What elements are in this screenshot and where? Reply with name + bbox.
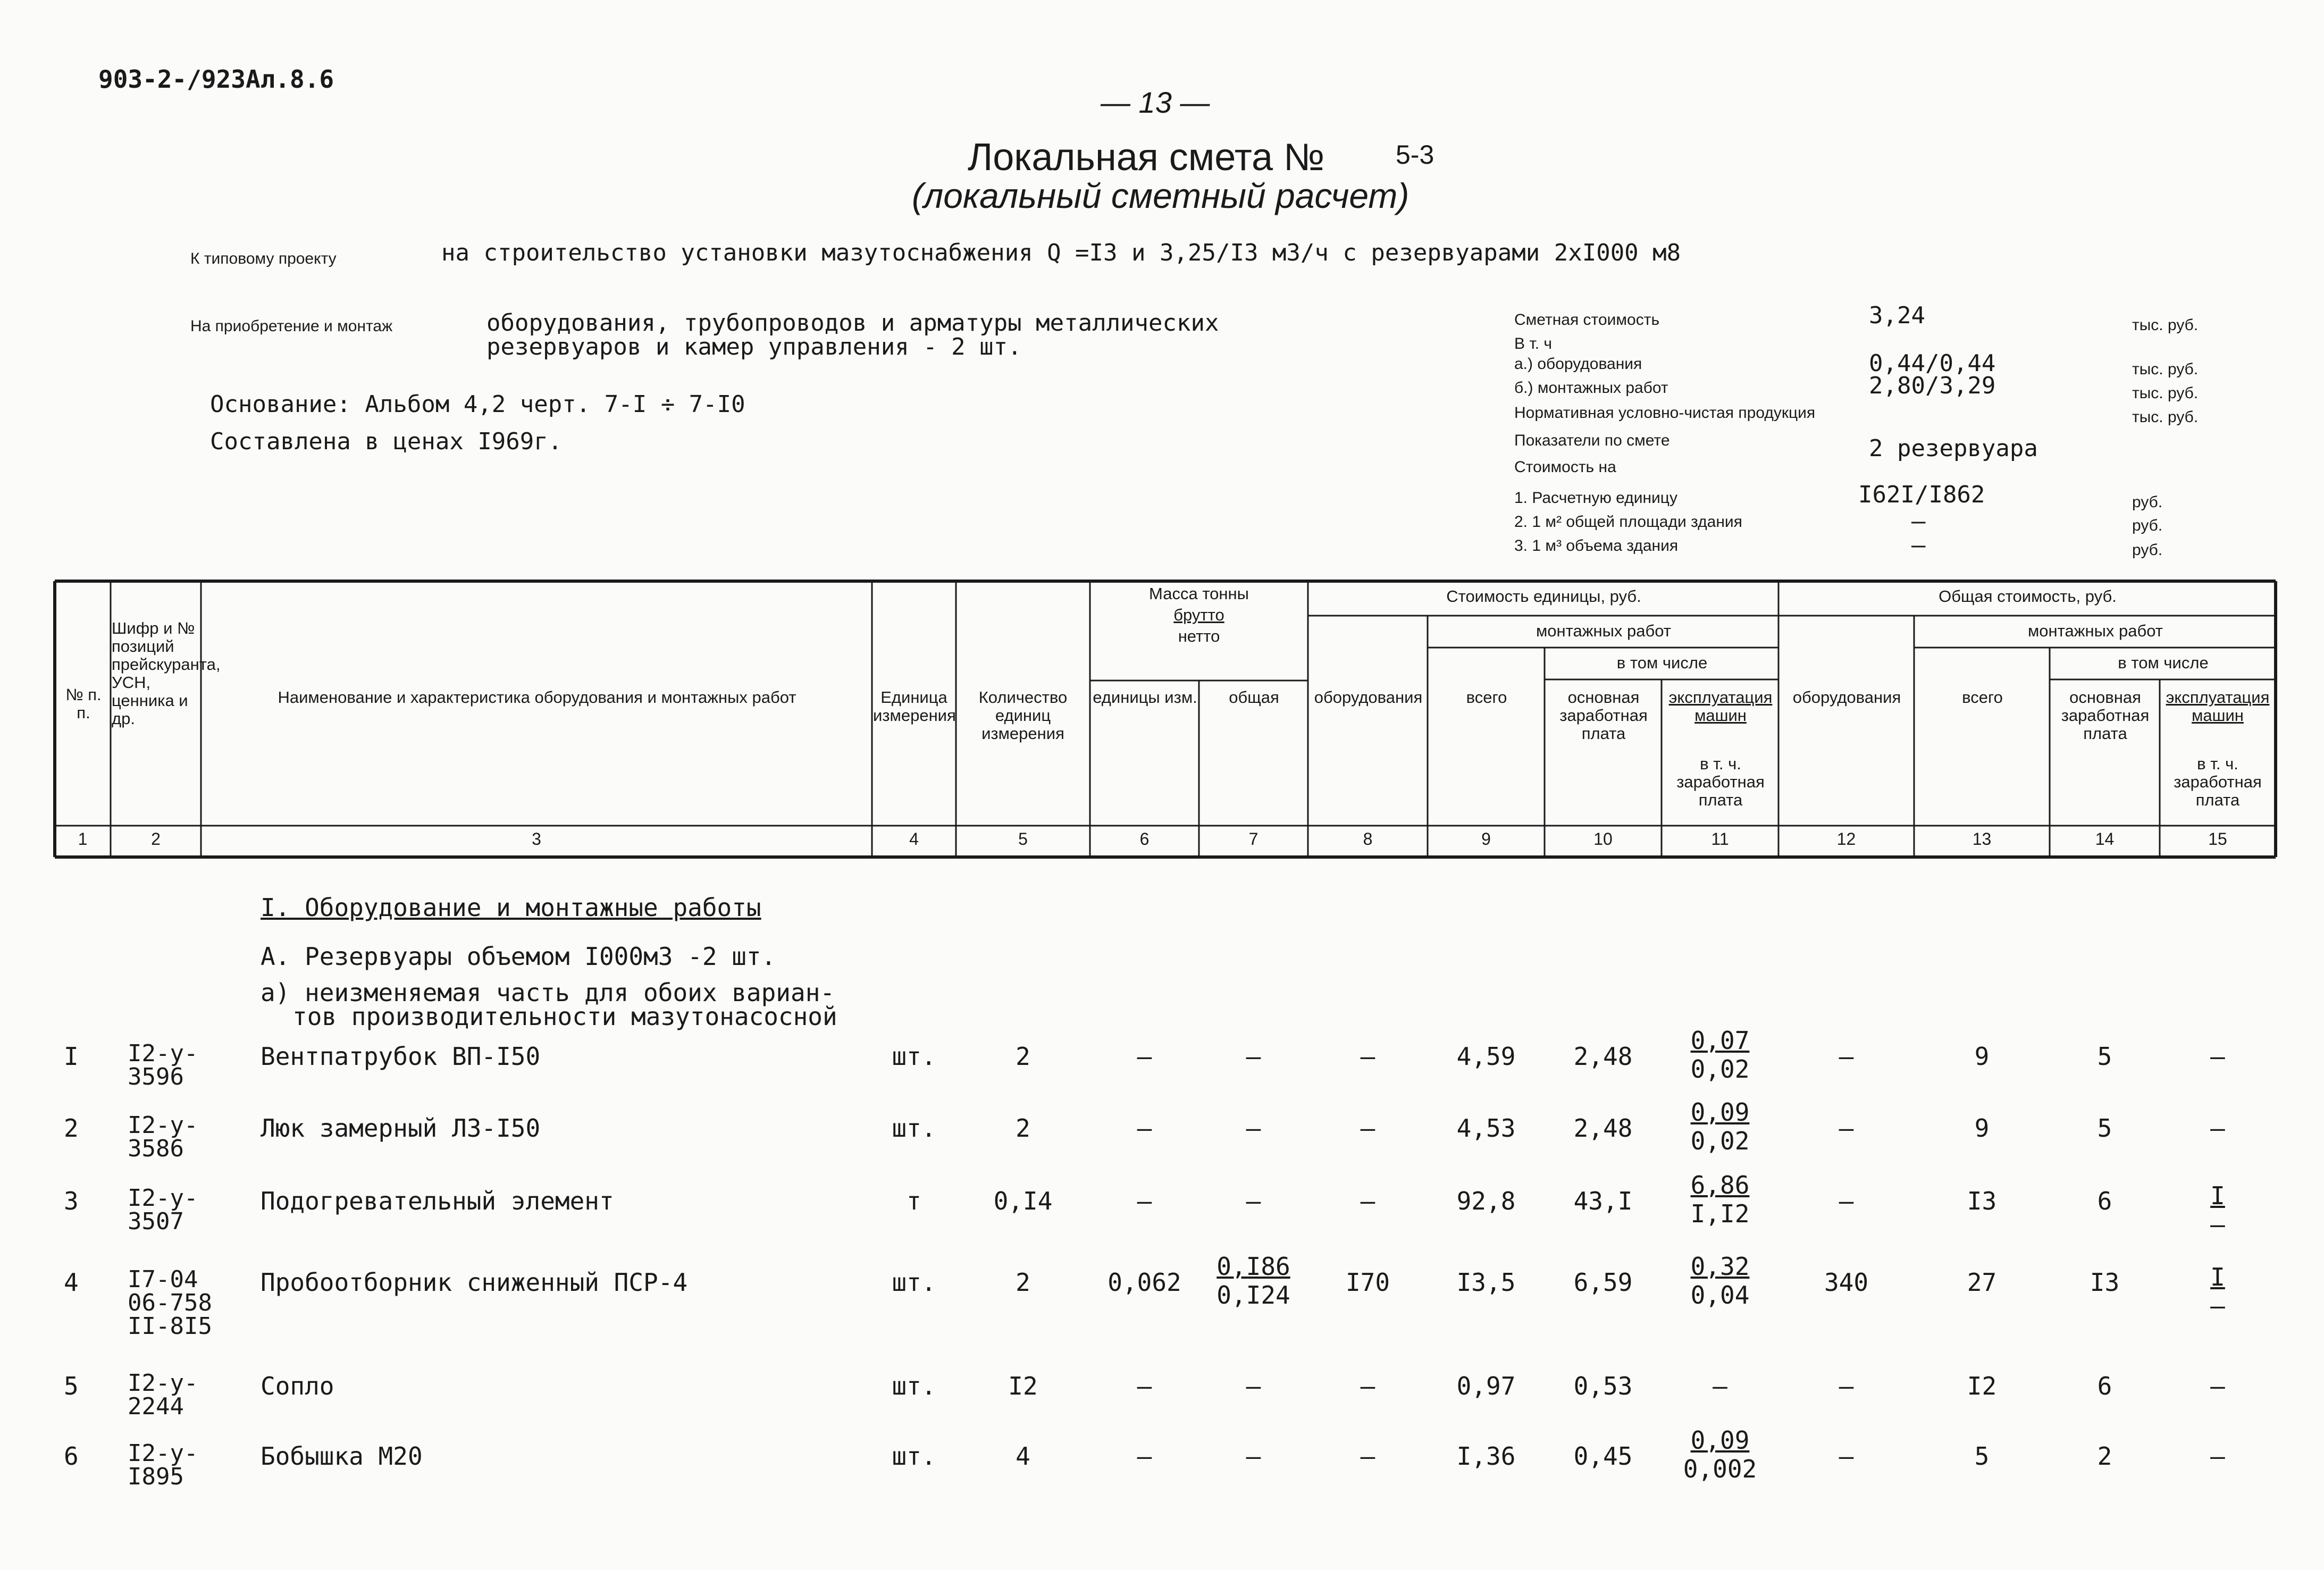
summary-value: I62I/I862: [1858, 481, 1985, 508]
summary-value: 0,44/0,44: [1869, 350, 1996, 377]
row-number: 3: [64, 1187, 79, 1215]
header-total-cost-group: Общая стоимость, руб.: [1939, 587, 2117, 606]
row-unit-machines-bottom: 0,04: [1690, 1281, 1750, 1309]
header-unit-incl: в том числе: [1616, 653, 1708, 672]
row-number: 6: [64, 1442, 79, 1471]
row-unit-total: 92,8: [1456, 1187, 1516, 1215]
summary-label: Стоимость на: [1514, 458, 1616, 476]
summary-unit: тыс. руб.: [2132, 316, 2199, 334]
row-unit-machines-top: 6,86: [1690, 1171, 1750, 1199]
column-number: 6: [1139, 829, 1150, 849]
row-unit-machines-bottom: 0,02: [1690, 1127, 1750, 1155]
row-unit-total: I3,5: [1456, 1268, 1516, 1297]
header-mass-group: Масса тонны: [1149, 584, 1249, 603]
row-mass-total: [1199, 1042, 1308, 1071]
row-unit-equipment: –: [1360, 1042, 1375, 1071]
column-number: 13: [1972, 829, 1992, 849]
header-col-quantity: Количество единиц измерения: [978, 688, 1068, 743]
purchase-label: На приобретение и монтаж: [190, 317, 393, 335]
column-number: 12: [1836, 829, 1856, 849]
row-name: Подогревательный элемент: [261, 1187, 614, 1215]
row-unit-equipment: –: [1360, 1187, 1375, 1215]
page-number: — 13 —: [1101, 86, 1210, 119]
row-unit: шт.: [892, 1042, 936, 1071]
row-total-salary: 5: [2097, 1114, 2112, 1143]
row-unit-total: 0,97: [1456, 1372, 1516, 1400]
summary-value: 3,24: [1869, 302, 1925, 329]
row-total-equipment: –: [1839, 1042, 1854, 1071]
row-mass-total-top: 0,I86: [1216, 1252, 1290, 1281]
row-quantity: 2: [1016, 1268, 1030, 1297]
project-label: К типовому проекту: [190, 250, 337, 267]
row-total-equipment: –: [1839, 1114, 1854, 1143]
subsection-a1-line1: а) неизменяемая часть для обоих вариан-: [261, 978, 835, 1007]
row-total-machines-top: –: [2210, 1114, 2225, 1143]
row-unit-salary: 43,I: [1573, 1187, 1633, 1215]
summary-unit: тыс. руб.: [2132, 408, 2199, 426]
summary-value: –: [1911, 508, 1926, 535]
row-total-machines: [2160, 1372, 2276, 1400]
row-mass-unit: –: [1137, 1372, 1152, 1400]
summary-label: Нормативная условно-чистая продукция: [1514, 404, 1816, 422]
column-number: 4: [909, 829, 919, 849]
summary-label: Показатели по смете: [1514, 432, 1670, 449]
row-unit: шт.: [892, 1114, 936, 1143]
row-quantity: 4: [1016, 1442, 1030, 1471]
row-number: I: [64, 1042, 79, 1071]
header-total-mount-group: монтажных работ: [2027, 622, 2163, 640]
row-mass-total-top: –: [1246, 1442, 1261, 1471]
summary-unit: руб.: [2132, 541, 2163, 559]
column-number: 2: [151, 829, 161, 849]
row-mass-total-bottom: 0,I24: [1216, 1281, 1290, 1309]
row-total-equipment: –: [1839, 1372, 1854, 1400]
column-number: 11: [1711, 829, 1729, 849]
row-mass-total: [1199, 1442, 1308, 1471]
row-unit-machines-top: 0,09: [1690, 1426, 1750, 1455]
row-quantity: 2: [1016, 1042, 1030, 1071]
summary-label: а.) оборудования: [1514, 355, 1642, 373]
row-mass-total: [1199, 1114, 1308, 1143]
row-unit-machines-top: 0,32: [1690, 1252, 1750, 1281]
header-mass-brutto: [1091, 606, 1307, 624]
row-total-machines-top: –: [2210, 1442, 2225, 1471]
row-total-machines: [2160, 1263, 2276, 1320]
row-unit-salary: 2,48: [1573, 1042, 1633, 1071]
row-unit-salary: 2,48: [1573, 1114, 1633, 1143]
row-total-all: I2: [1967, 1372, 1997, 1400]
header-col-unit: Единица измерения: [873, 688, 956, 725]
row-total-equipment: –: [1839, 1187, 1854, 1215]
column-number: 5: [1018, 829, 1028, 849]
header-col-total-equipment: оборудования: [1792, 688, 1901, 707]
column-number: 15: [2208, 829, 2227, 849]
row-unit-machines: [1662, 1098, 1778, 1155]
row-unit: шт.: [892, 1268, 936, 1297]
row-unit: шт.: [892, 1372, 936, 1400]
row-total-all: 5: [1974, 1442, 1990, 1471]
row-total-salary: 5: [2097, 1042, 2112, 1071]
row-code: I2-у- 2244: [128, 1370, 198, 1420]
row-total-salary: 6: [2097, 1372, 2112, 1400]
purchase-text-line1: оборудования, трубопроводов и арматуры металлических: [486, 309, 1219, 337]
summary-label: В т. ч: [1514, 335, 1553, 352]
column-number: 9: [1481, 829, 1491, 849]
column-number: 3: [532, 829, 541, 849]
row-quantity: 2: [1016, 1114, 1030, 1143]
row-unit-salary: 0,53: [1573, 1372, 1633, 1400]
row-mass-total: [1199, 1372, 1308, 1400]
header-col-name: Наименование и характеристика оборудования и монтажных работ: [278, 688, 796, 707]
row-total-all: I3: [1967, 1187, 1997, 1215]
row-name: Сопло: [261, 1372, 334, 1400]
summary-label: 2. 1 м² общей площади здания: [1514, 513, 1742, 531]
summary-value: 2 резервуара: [1869, 435, 2038, 462]
header-col-mass-unit: единицы изм.: [1093, 688, 1197, 707]
header-mass-brutto-text: брутто: [1173, 606, 1224, 624]
summary-label: 1. Расчетную единицу: [1514, 489, 1677, 507]
row-mass-total-top: –: [1246, 1042, 1261, 1071]
summary-unit: руб.: [2132, 493, 2163, 511]
row-unit-equipment: –: [1360, 1442, 1375, 1471]
row-unit-machines-top: –: [1713, 1372, 1727, 1400]
row-number: 2: [64, 1114, 79, 1143]
row-total-machines: [2160, 1042, 2276, 1071]
header-col-total-salary: основная заработная плата: [2061, 688, 2150, 743]
header-col-unit-equipment: оборудования: [1314, 688, 1423, 707]
row-total-machines-top: I: [2210, 1181, 2225, 1210]
column-number: 8: [1363, 829, 1373, 849]
row-total-equipment: –: [1839, 1442, 1854, 1471]
summary-unit: тыс. руб.: [2132, 384, 2199, 402]
row-unit: т: [907, 1187, 921, 1215]
row-name: Бобышка М20: [261, 1442, 423, 1471]
row-unit-machines-top: 0,07: [1690, 1026, 1750, 1055]
row-code: I2-у- I895: [128, 1440, 198, 1490]
subsection-a1-line2: тов производительности мазутонасосной: [292, 1002, 837, 1031]
header-col-unit-machines-salary: в т. ч. заработная плата: [1676, 754, 1765, 809]
header-col-unit-total: всего: [1466, 688, 1507, 707]
row-mass-total: [1199, 1252, 1308, 1309]
summary-label: Сметная стоимость: [1514, 311, 1660, 329]
column-number: 14: [2095, 829, 2115, 849]
row-total-all: 27: [1967, 1268, 1997, 1297]
row-total-salary: I3: [2090, 1268, 2120, 1297]
row-mass-unit: –: [1137, 1114, 1152, 1143]
row-unit-machines-bottom: 0,02: [1690, 1055, 1750, 1084]
prices-year: Составлена в ценах I969г.: [210, 428, 563, 455]
row-code: I2-у- 3586: [128, 1112, 198, 1162]
row-total-all: 9: [1974, 1042, 1990, 1071]
row-name: Вентпатрубок ВП-I50: [261, 1042, 541, 1071]
purchase-text-line2: резервуаров и камер управления - 2 шт.: [486, 333, 1022, 360]
row-unit-machines-bottom: 0,002: [1683, 1455, 1757, 1483]
row-unit-total: 4,53: [1456, 1114, 1516, 1143]
row-total-equipment: 340: [1824, 1268, 1869, 1297]
row-total-salary: 2: [2097, 1442, 2112, 1471]
row-mass-unit: 0,062: [1108, 1268, 1181, 1297]
header-unit-cost-group: Стоимость единицы, руб.: [1446, 587, 1641, 606]
summary-unit: руб.: [2132, 517, 2163, 534]
header-col-code: Шифр и № позиций прейскуранта, УСН, ценника и др.: [112, 619, 221, 728]
document-number: 903-2-/923Ал.8.6: [98, 65, 334, 94]
row-unit-salary: 6,59: [1573, 1268, 1633, 1297]
column-number: 7: [1248, 829, 1259, 849]
estimate-title: Локальная смета №: [968, 136, 1325, 179]
estimate-number: 5-3: [1396, 140, 1434, 170]
row-total-machines: [2160, 1114, 2276, 1143]
row-unit-equipment: –: [1360, 1372, 1375, 1400]
summary-label: 3. 1 м³ объема здания: [1514, 537, 1679, 555]
summary-label: б.) монтажных работ: [1514, 379, 1668, 397]
row-unit-total: 4,59: [1456, 1042, 1516, 1071]
row-unit-machines: [1662, 1026, 1778, 1084]
row-unit-machines-top: 0,09: [1690, 1098, 1750, 1127]
row-total-machines-top: –: [2210, 1042, 2225, 1071]
row-unit: шт.: [892, 1442, 936, 1471]
row-total-all: 9: [1974, 1114, 1990, 1143]
row-total-machines: [2160, 1442, 2276, 1471]
estimate-subtitle: (локальный сметный расчет): [912, 176, 1409, 215]
row-code: I7-04 06-758 II-8I5: [128, 1266, 212, 1340]
row-mass-unit: –: [1137, 1187, 1152, 1215]
row-mass-total-top: –: [1246, 1114, 1261, 1143]
row-unit-machines-bottom: I,I2: [1690, 1199, 1750, 1228]
subsection-a: А. Резервуары объемом I000м3 -2 шт.: [261, 942, 776, 971]
header-col-unit-machines: эксплуатация машин: [1668, 688, 1773, 725]
header-unit-mount-group: монтажных работ: [1536, 622, 1671, 640]
header-col-total-all: всего: [1962, 688, 2003, 707]
row-total-machines: [2160, 1181, 2276, 1239]
summary-unit: тыс. руб.: [2132, 360, 2199, 378]
row-quantity: I2: [1008, 1372, 1038, 1400]
row-mass-total-top: –: [1246, 1372, 1261, 1400]
row-unit-total: I,36: [1456, 1442, 1516, 1471]
row-unit-salary: 0,45: [1573, 1442, 1633, 1471]
row-unit-machines: [1662, 1171, 1778, 1228]
row-total-machines-top: I: [2210, 1263, 2225, 1291]
row-mass-total-top: –: [1246, 1187, 1261, 1215]
row-total-salary: 6: [2097, 1187, 2112, 1215]
header-col-unit-salary: основная заработная плата: [1559, 688, 1648, 743]
row-total-machines-top: –: [2210, 1372, 2225, 1400]
header-col-mass-total: общая: [1229, 688, 1279, 707]
row-unit-equipment: I70: [1345, 1268, 1390, 1297]
project-text: на строительство установки мазутоснабжения Q =I3 и 3,25/I3 м3/ч с резервуарами 2хI000 м8: [441, 239, 1681, 266]
row-unit-equipment: –: [1360, 1114, 1375, 1143]
column-number: 10: [1593, 829, 1613, 849]
row-total-machines-bottom: –: [2210, 1210, 2225, 1239]
row-number: 5: [64, 1372, 79, 1400]
row-name: Люк замерный ЛЗ-I50: [261, 1114, 541, 1143]
row-name: Пробоотборник сниженный ПСР-4: [261, 1268, 688, 1297]
row-total-machines-bottom: –: [2210, 1291, 2225, 1320]
header-mass-netto: нетто: [1178, 627, 1220, 645]
row-quantity: 0,I4: [993, 1187, 1053, 1215]
header-col-total-machines-salary: в т. ч. заработная плата: [2174, 754, 2262, 809]
row-number: 4: [64, 1268, 79, 1297]
row-code: I2-у- 3596: [128, 1040, 198, 1090]
summary-value: 2,80/3,29: [1869, 372, 1996, 399]
column-number: 1: [78, 829, 88, 849]
header-total-incl: в том числе: [2118, 653, 2209, 672]
row-mass-unit: –: [1137, 1442, 1152, 1471]
row-code: I2-у- 3507: [128, 1185, 198, 1235]
basis-text: Основание: Альбом 4,2 черт. 7-I ÷ 7-I0: [210, 391, 745, 418]
row-unit-machines: [1662, 1252, 1778, 1309]
row-unit-machines: [1662, 1426, 1778, 1483]
section-title: I. Оборудование и монтажные работы: [261, 893, 761, 922]
row-mass-unit: –: [1137, 1042, 1152, 1071]
header-col-total-machines: эксплуатация машин: [2166, 688, 2270, 725]
row-unit-machines: [1662, 1372, 1778, 1400]
summary-value: –: [1911, 532, 1926, 559]
row-mass-total: [1199, 1187, 1308, 1215]
header-col-number: № п. п.: [65, 685, 102, 722]
